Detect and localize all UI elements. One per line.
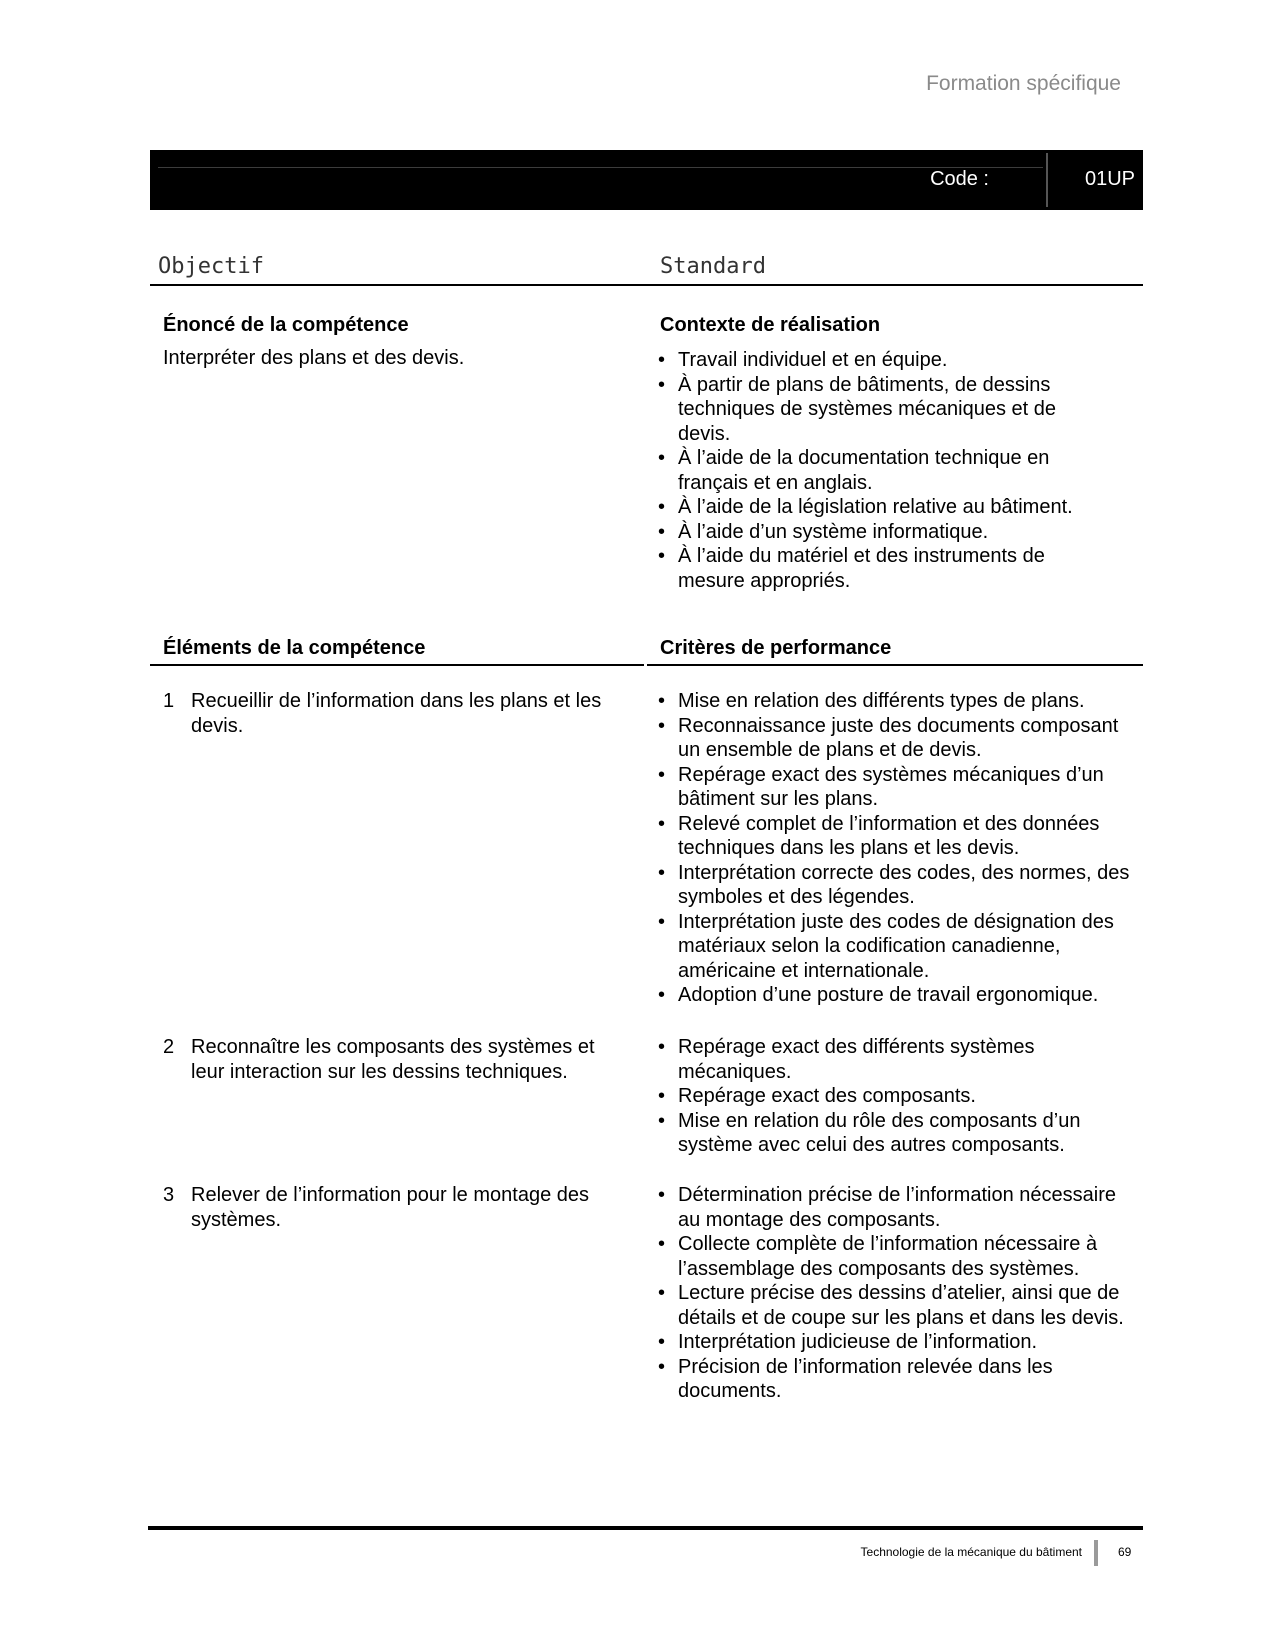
- page-number: 69: [1118, 1545, 1132, 1559]
- list-item: • Détermination précise de l’information nécessaire au montage des composants.: [656, 1183, 1136, 1232]
- code-value: 01UP: [1084, 168, 1135, 190]
- element-text: Recueillir de l’information dans les plans et les devis.: [191, 690, 602, 737]
- list-item: • Repérage exact des systèmes mécaniques d’un bâtiment sur les plans.: [656, 763, 1136, 812]
- context-title: Contexte de réalisation: [660, 314, 881, 336]
- list-item: • Relevé complet de l’information et des données techniques dans les plans et les devis.: [656, 812, 1136, 861]
- list-item: • Adoption d’une posture de travail ergonomique.: [656, 983, 1136, 1008]
- context-list: [656, 348, 1106, 593]
- list-item: • Interprétation correcte des codes, des normes, des symboles et des légendes.: [656, 861, 1136, 910]
- element-text: Relever de l’information pour le montage des systèmes.: [191, 1184, 589, 1231]
- criteria-list-2: [656, 1035, 1136, 1158]
- code-bar-rule: [158, 167, 1043, 168]
- column-heading-rule: [150, 284, 1143, 286]
- list-item: • À l’aide du matériel et des instruments de mesure appropriés.: [656, 544, 1106, 593]
- competence-element-1: [163, 689, 633, 738]
- objective-title: Énoncé de la compétence: [163, 314, 409, 336]
- footer-program-title: Technologie de la mécanique du bâtiment: [860, 1545, 1082, 1559]
- list-item: • Repérage exact des composants.: [656, 1084, 1136, 1109]
- list-item: • Travail individuel et en équipe.: [656, 348, 1106, 373]
- element-text: Reconnaître les composants des systèmes et leur interaction sur les dessins techniques.: [191, 1036, 595, 1083]
- list-item: • À l’aide d’un système informatique.: [656, 520, 1106, 545]
- code-label: Code :: [930, 168, 989, 190]
- list-item: • À partir de plans de bâtiments, de dessins techniques de systèmes mécaniques et de devis.: [656, 373, 1106, 447]
- elements-heading-rule: [150, 664, 644, 666]
- list-item: • Reconnaissance juste des documents composant un ensemble de plans et de devis.: [656, 714, 1136, 763]
- criteria-list-1: [656, 689, 1136, 1008]
- standard-column-heading: Standard: [660, 254, 766, 279]
- competence-element-3: [163, 1183, 633, 1232]
- list-item: • À l’aide de la documentation technique en français et en anglais.: [656, 446, 1106, 495]
- list-item: • Repérage exact des différents systèmes mécaniques.: [656, 1035, 1136, 1084]
- element-number: 1: [163, 690, 175, 712]
- criteria-heading-rule: [647, 664, 1143, 666]
- list-item: • Interprétation judicieuse de l’information.: [656, 1330, 1136, 1355]
- footer-separator: [1094, 1540, 1098, 1566]
- list-item: • Collecte complète de l’information nécessaire à l’assemblage des composants des systèmes.: [656, 1232, 1136, 1281]
- code-bar-divider: [1046, 153, 1048, 207]
- criteria-heading: Critères de performance: [660, 637, 892, 659]
- elements-heading: Éléments de la compétence: [163, 637, 426, 659]
- footer-rule: [148, 1526, 1143, 1530]
- objective-column-heading: Objectif: [158, 254, 264, 279]
- list-item: • Interprétation juste des codes de désignation des matériaux selon la codification canadienne, américaine et internationale.: [656, 910, 1136, 984]
- list-item: • Mise en relation du rôle des composants d’un système avec celui des autres composants.: [656, 1109, 1136, 1158]
- list-item: • Lecture précise des dessins d’atelier, ainsi que de détails et de coupe sur les plans et dans les devis.: [656, 1281, 1136, 1330]
- list-item: • Mise en relation des différents types de plans.: [656, 689, 1136, 714]
- element-number: 3: [163, 1184, 175, 1206]
- list-item: • Précision de l’information relevée dans les documents.: [656, 1355, 1136, 1404]
- criteria-list-3: [656, 1183, 1136, 1404]
- list-item: • À l’aide de la législation relative au bâtiment.: [656, 495, 1106, 520]
- objective-statement: Interpréter des plans et des devis.: [163, 347, 465, 369]
- competence-element-2: [163, 1035, 633, 1084]
- section-label: Formation spécifique: [926, 72, 1121, 95]
- code-bar: [150, 150, 1143, 210]
- element-number: 2: [163, 1036, 175, 1058]
